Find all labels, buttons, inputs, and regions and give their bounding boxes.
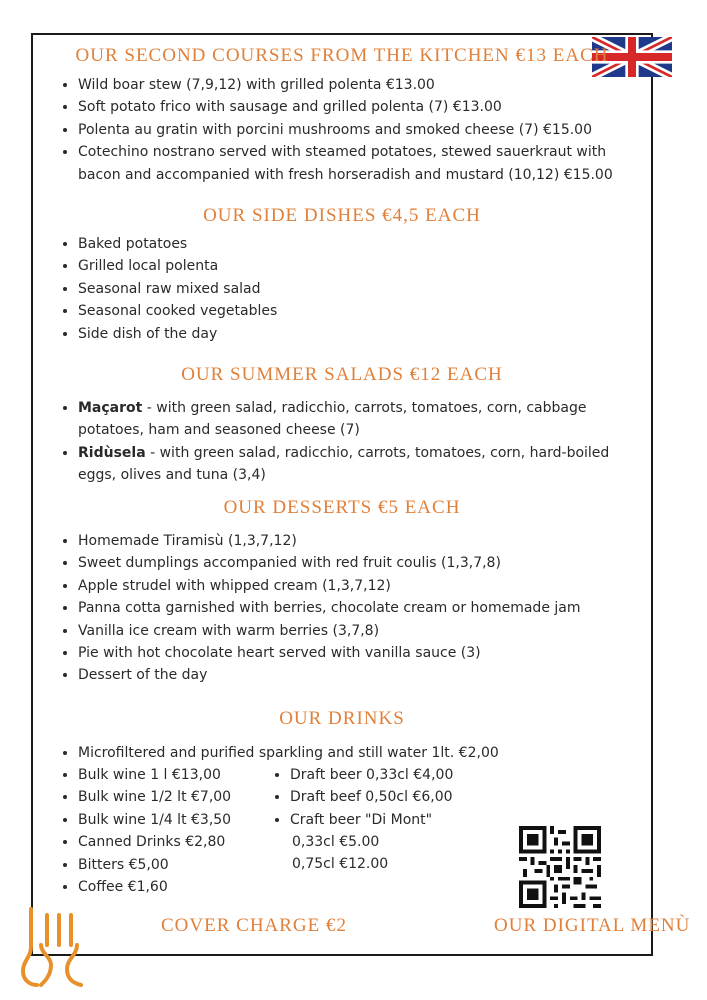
list-item: • Homemade Tiramisù (1,3,7,12)	[78, 530, 638, 552]
section-heading-desserts: OUR DESSERTS €5 EACH	[223, 497, 461, 518]
section-heading-side-dishes: OUR SIDE DISHES €4,5 EACH	[203, 205, 481, 226]
list-item: • Baked potatoes	[78, 233, 638, 255]
list-item: • Wild boar stew (7,9,12) with grilled polenta €13.00	[78, 74, 638, 96]
salad-description: - with green salad, radicchio, carrots, tomatoes, corn, cabbage potatoes, ham and seasoned cheese (7)	[78, 400, 587, 439]
salad-name: Maçarot	[78, 400, 143, 416]
list-item: • Seasonal raw mixed salad	[78, 278, 638, 300]
list-item: • Vanilla ice cream with warm berries (3,7,8)	[78, 620, 638, 642]
list-item: • Sweet dumplings accompanied with red fruit coulis (1,3,7,8)	[78, 552, 638, 574]
desserts-list	[58, 530, 638, 687]
list-item: • Apple strudel with whipped cream (1,3,7,12)	[78, 575, 638, 597]
section-heading-drinks: OUR DRINKS	[279, 708, 405, 729]
list-item: • Seasonal cooked vegetables	[78, 300, 638, 322]
list-item: • Microfiltered and purified sparkling and still water 1lt. €2,00	[78, 742, 638, 764]
list-item: • Canned Drinks €2,80	[78, 831, 268, 853]
salad-description: - with green salad, radicchio, carrots, tomatoes, corn, hard-boiled eggs, olives and tuna (3,4)	[78, 444, 610, 484]
section-heading-second-courses: OUR SECOND COURSES FROM THE KITCHEN €13 EACH	[75, 45, 609, 66]
list-item	[78, 442, 623, 487]
list-item: • Bulk wine 1 l €13,00	[78, 764, 268, 786]
list-item: • Draft beer 0,33cl €4,00	[290, 764, 510, 786]
list-item: • Draft beef 0,50cl €6,00	[290, 786, 510, 808]
water-list	[58, 742, 638, 764]
list-item: • Dessert of the day	[78, 664, 638, 686]
list-item: • Pie with hot chocolate heart served with vanilla sauce (3)	[78, 642, 638, 664]
side-dishes-list	[58, 233, 638, 345]
list-item	[78, 397, 623, 442]
second-courses-list	[58, 74, 638, 186]
section-heading-summer-salads: OUR SUMMER SALADS €12 EACH	[181, 364, 503, 385]
digital-menu-label[interactable]: OUR DIGITAL MENÙ	[494, 915, 691, 936]
list-item: • Bulk wine 1/2 lt €7,00	[78, 786, 268, 808]
list-item: • Cotechino nostrano served with steamed potatoes, stewed sauerkraut with bacon and accompanied with fresh horseradish and mustard (10,12) €15.00	[78, 141, 638, 186]
cover-charge: COVER CHARGE €2	[161, 915, 348, 936]
list-item: • Polenta au gratin with porcini mushrooms and smoked cheese (7) €15.00	[78, 119, 638, 141]
list-item: • Grilled local polenta	[78, 255, 638, 277]
summer-salads-list	[58, 397, 623, 487]
craft-beer-size: 0,75cl €12.00	[292, 856, 389, 872]
list-item: • Side dish of the day	[78, 323, 638, 345]
list-item: • Bulk wine 1/4 lt €3,50	[78, 809, 268, 831]
drinks-right-list	[270, 764, 510, 831]
qr-code-icon[interactable]	[519, 826, 601, 908]
drinks-left-list	[58, 764, 268, 898]
list-item: • Craft beer "Di Mont"	[290, 809, 510, 831]
list-item: • Bitters €5,00	[78, 854, 268, 876]
list-item: • Panna cotta garnished with berries, chocolate cream or homemade jam	[78, 597, 638, 619]
fork-logo-icon	[17, 905, 87, 991]
salad-name: Ridùsela	[78, 444, 146, 461]
craft-beer-size: 0,33cl €5.00	[292, 834, 380, 850]
list-item: • Coffee €1,60	[78, 876, 268, 898]
list-item: • Soft potato frico with sausage and grilled polenta (7) €13.00	[78, 96, 638, 118]
